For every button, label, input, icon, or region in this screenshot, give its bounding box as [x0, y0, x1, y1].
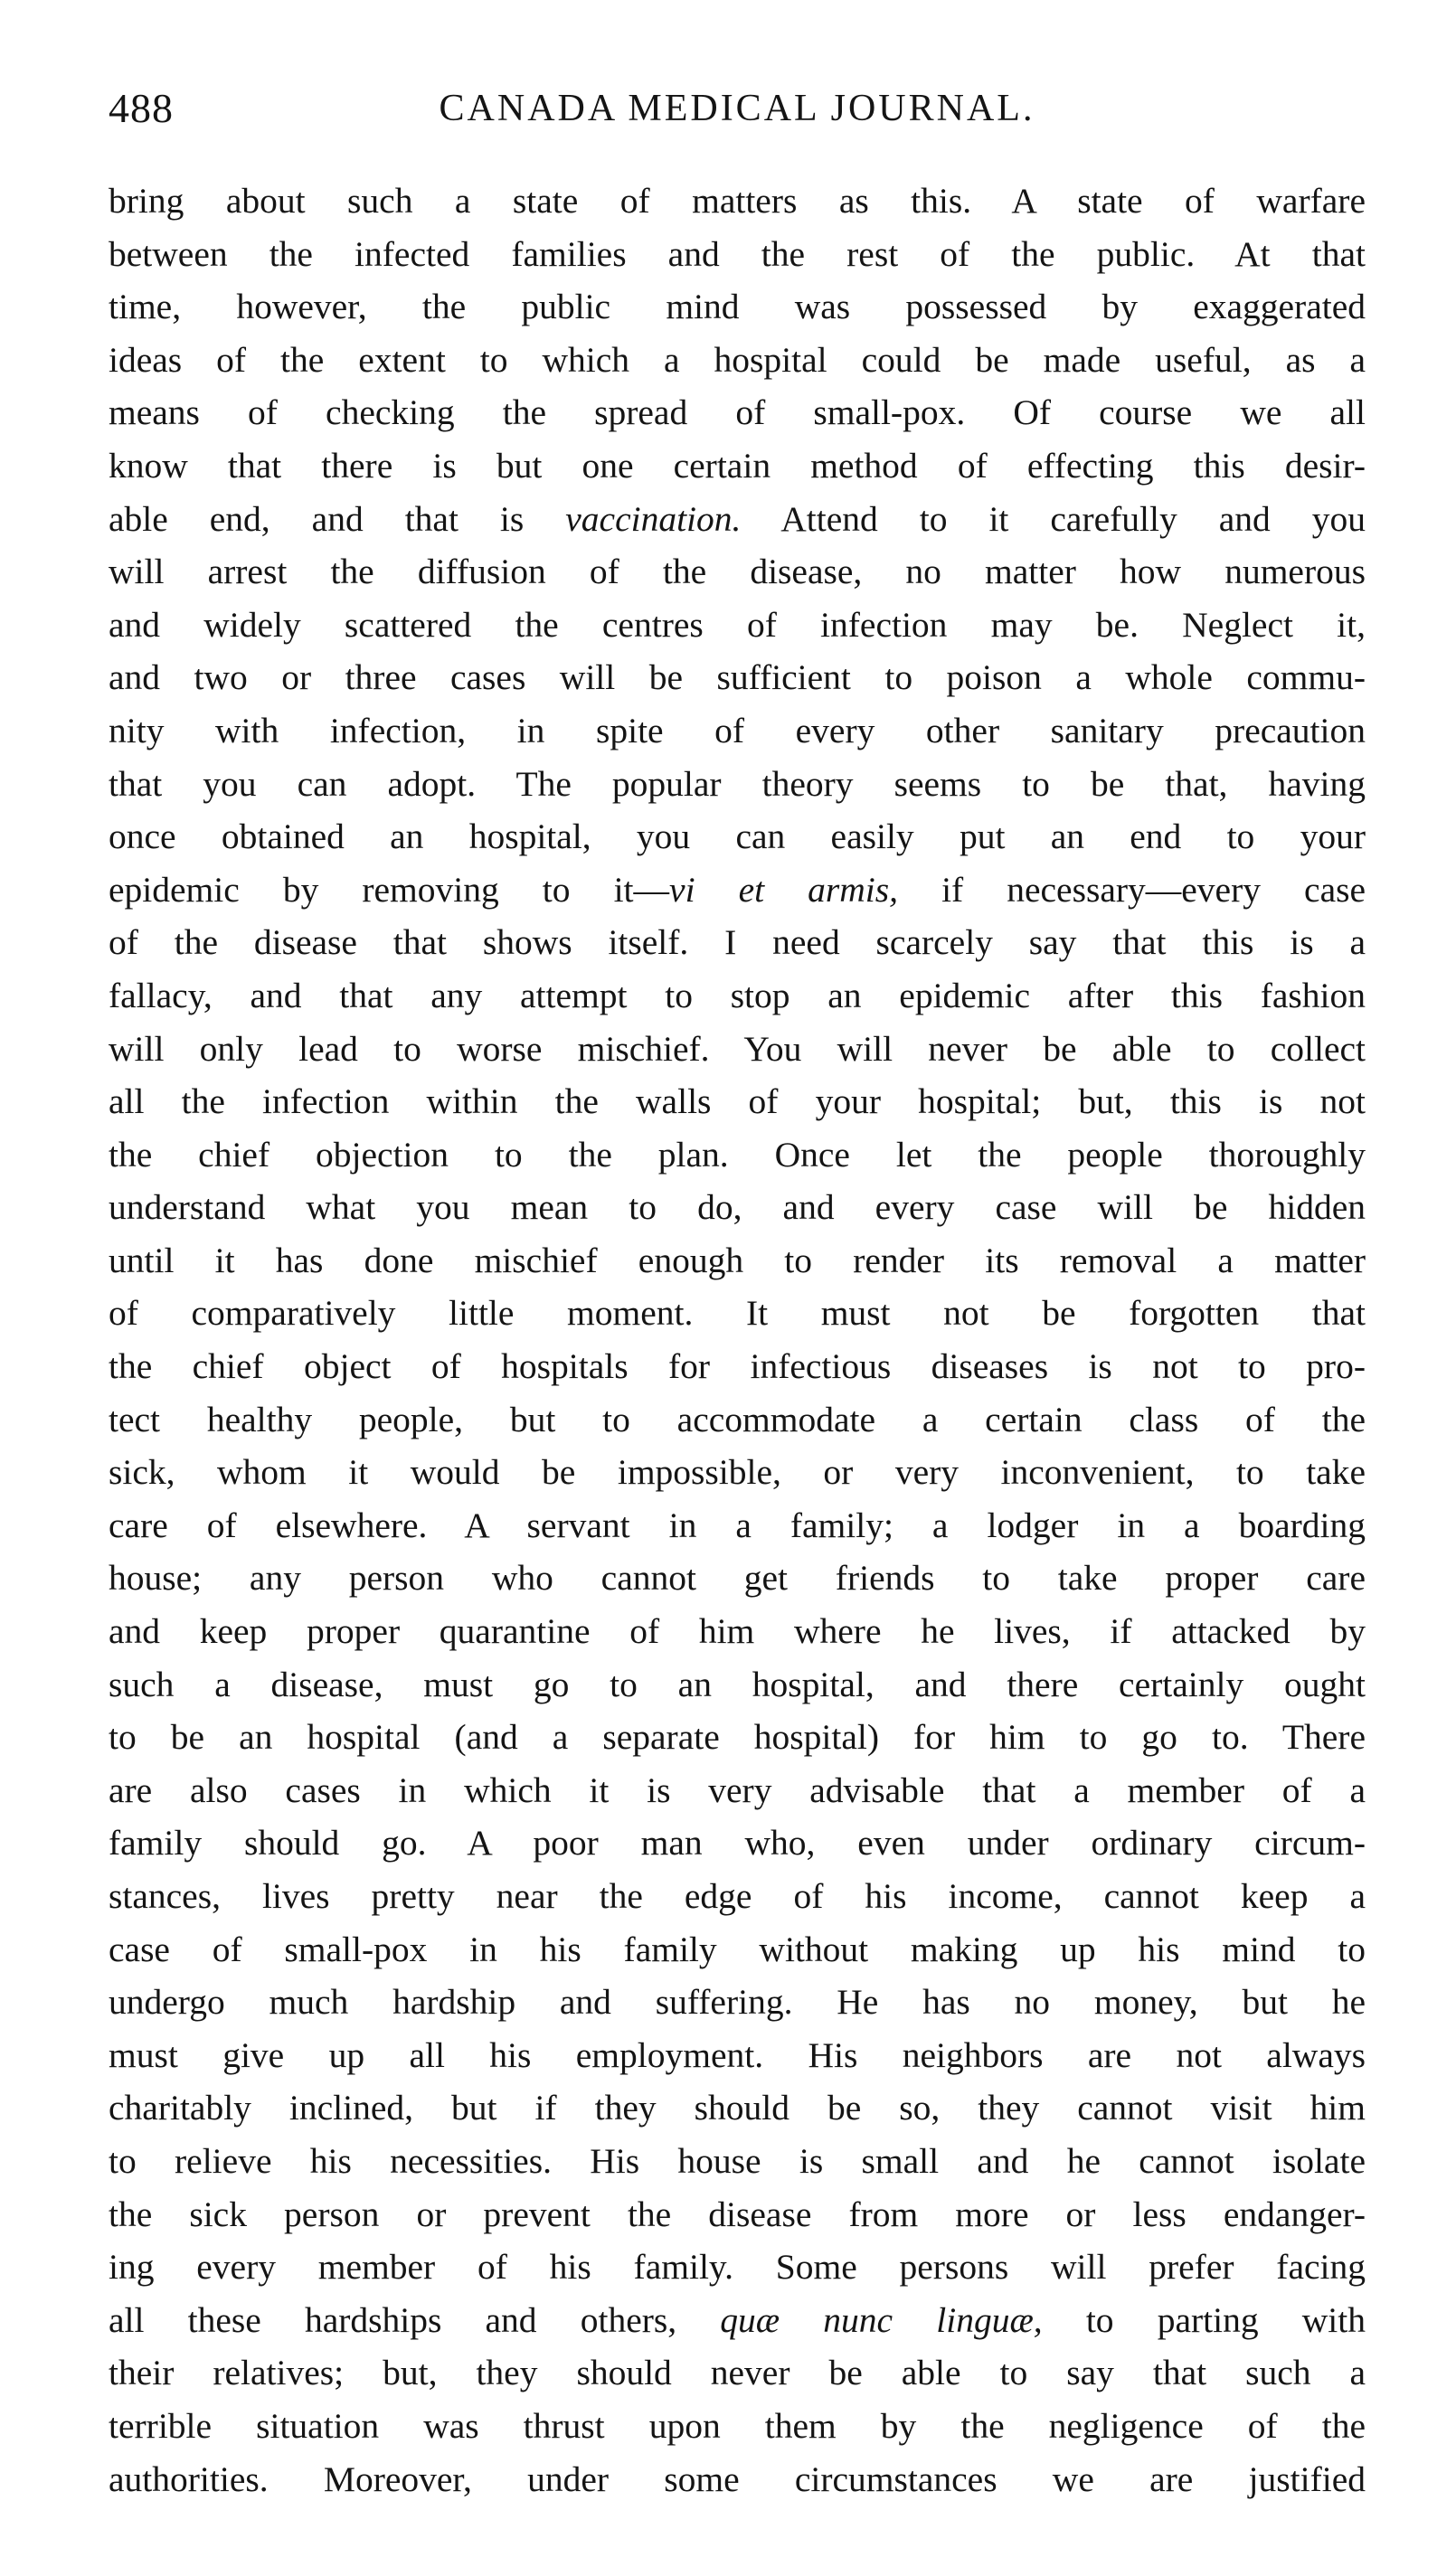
body-text — [109, 175, 1366, 2505]
text-segment: to relieve his necessities. His house is small and he cannot isolate — [109, 2140, 1366, 2181]
text-segment: their relatives; but, they should never be able to say that such a — [109, 2353, 1366, 2393]
text-segment: must give up all his employment. His neighbors are not always — [109, 2034, 1366, 2075]
text-segment: the chief object of hospitals for infectious diseases is not to pro- — [109, 1346, 1366, 1387]
text-segment: to be an hospital (and a separate hospital) for him to go to. There — [109, 1717, 1366, 1758]
text-segment: time, however, the public mind was possessed by exaggerated — [109, 287, 1366, 327]
text-line — [109, 969, 1366, 1023]
text-segment: charitably inclined, but if they should be so, they cannot visit him — [109, 2088, 1366, 2128]
text-line — [109, 334, 1366, 387]
text-line — [109, 1870, 1366, 1923]
text-segment: the chief objection to the plan. Once let the people thoroughly — [109, 1134, 1366, 1175]
text-segment: sick, whom it would be impossible, or very inconvenient, to take — [109, 1452, 1366, 1493]
text-line — [109, 2294, 1366, 2347]
text-segment: fallacy, and that any attempt to stop an epidemic after this fashion — [109, 975, 1366, 1015]
text-line — [109, 1287, 1366, 1340]
text-line — [109, 2029, 1366, 2082]
text-line — [109, 1923, 1366, 1977]
page-number: 488 — [109, 85, 174, 131]
text-segment: ideas of the extent to which a hospital could be made useful, as a — [109, 339, 1366, 380]
running-title: CANADA MEDICAL JOURNAL. — [439, 88, 1035, 129]
text-segment: and two or three cases will be sufficient to poison a whole commu- — [109, 657, 1366, 698]
text-segment: means of checking the spread of small-pox. Of course we all — [109, 392, 1366, 433]
text-segment: will arrest the diffusion of the disease, no matter how numerous — [109, 552, 1366, 592]
text-segment: house; any person who cannot get friends to take proper care — [109, 1558, 1366, 1599]
page-header — [109, 81, 1366, 145]
text-segment: such a disease, must go to an hospital, and there certainly ought — [109, 1664, 1366, 1704]
text-segment: and keep proper quarantine of him where he lives, if attacked by — [109, 1611, 1366, 1652]
text-line — [109, 810, 1366, 863]
text-line — [109, 599, 1366, 652]
text-segment: of the disease that shows itself. I need scarcely say that this is a — [109, 922, 1366, 963]
text-segment: until it has done mischief enough to render its removal a matter — [109, 1240, 1366, 1280]
text-line — [109, 1181, 1366, 1234]
text-line — [109, 1552, 1366, 1605]
text-line — [109, 1711, 1366, 1764]
text-line — [109, 1605, 1366, 1658]
text-segment: case of small-pox in his family without making up his mind to — [109, 1929, 1366, 1969]
text-line — [109, 545, 1366, 599]
text-line — [109, 2135, 1366, 2188]
text-line — [109, 228, 1366, 281]
text-line — [109, 386, 1366, 439]
text-segment: all the infection within the walls of your hospital; but, this is not — [109, 1081, 1366, 1122]
text-line — [109, 2346, 1366, 2400]
text-segment: Attend to it carefully and you — [741, 498, 1366, 539]
text-segment: family should go. A poor man who, even under ordinary circum- — [109, 1823, 1366, 1864]
text-segment: tect healthy people, but to accommodate a certain class of the — [109, 1399, 1366, 1439]
text-line — [109, 1340, 1366, 1393]
text-line — [109, 1658, 1366, 1712]
text-segment: between the infected families and the rest of the public. At that — [109, 233, 1366, 274]
text-line — [109, 2188, 1366, 2241]
text-segment: all these hardships and others, — [109, 2299, 721, 2340]
text-line — [109, 1128, 1366, 1182]
text-segment: the sick person or prevent the disease from more or less endanger- — [109, 2194, 1366, 2234]
text-segment: terrible situation was thrust upon them by the negligence of the — [109, 2405, 1366, 2446]
text-line — [109, 916, 1366, 969]
text-line — [109, 493, 1366, 546]
text-segment: understand what you mean to do, and every case will be hidden — [109, 1187, 1366, 1228]
text-line — [109, 2453, 1366, 2506]
text-line — [109, 1393, 1366, 1447]
text-segment: and widely scattered the centres of infection may be. Neglect it, — [109, 604, 1366, 645]
text-line — [109, 2081, 1366, 2135]
text-line — [109, 280, 1366, 334]
text-line — [109, 1499, 1366, 1552]
text-segment: epidemic by removing to it— — [109, 869, 670, 910]
text-line — [109, 439, 1366, 493]
text-line — [109, 1234, 1366, 1288]
text-line — [109, 1816, 1366, 1870]
italic-phrase: quæ nunc linguæ, — [720, 2299, 1043, 2340]
text-segment: care of elsewhere. A servant in a family; a lodger in a boarding — [109, 1505, 1366, 1545]
text-line — [109, 175, 1366, 228]
text-segment: to parting with — [1042, 2299, 1366, 2340]
text-segment: that you can adopt. The popular theory seems to be that, having — [109, 763, 1366, 804]
text-segment: stances, lives pretty near the edge of his income, cannot keep a — [109, 1876, 1366, 1916]
text-line — [109, 2241, 1366, 2294]
text-line — [109, 1075, 1366, 1128]
text-segment: ing every member of his family. Some persons will prefer facing — [109, 2247, 1366, 2288]
text-line — [109, 2400, 1366, 2453]
text-segment: undergo much hardship and suffering. He has no money, but he — [109, 1982, 1366, 2023]
text-line — [109, 1764, 1366, 1817]
italic-phrase: vaccination. — [565, 498, 742, 539]
text-line — [109, 651, 1366, 704]
text-segment: nity with infection, in spite of every other sanitary precaution — [109, 710, 1366, 750]
text-segment: will only lead to worse mischief. You will never be able to collect — [109, 1028, 1366, 1069]
text-line — [109, 1976, 1366, 2029]
text-segment: of comparatively little moment. It must not be forgotten that — [109, 1293, 1366, 1334]
text-segment: authorities. Moreover, under some circumstances we are justified — [109, 2458, 1366, 2499]
text-line — [109, 1446, 1366, 1499]
text-line — [109, 1023, 1366, 1076]
text-segment: know that there is but one certain method of effecting this desir- — [109, 445, 1366, 486]
text-segment: are also cases in which it is very advisable that a member of a — [109, 1769, 1366, 1810]
text-segment: bring about such a state of matters as this. A state of warfare — [109, 181, 1366, 221]
text-segment: if necessary—every case — [898, 869, 1366, 910]
italic-phrase: vi et armis, — [669, 869, 899, 910]
text-segment: once obtained an hospital, you can easily put an end to your — [109, 816, 1366, 857]
text-line — [109, 704, 1366, 758]
text-line — [109, 758, 1366, 811]
text-line — [109, 863, 1366, 917]
text-segment: able end, and that is — [109, 498, 566, 539]
